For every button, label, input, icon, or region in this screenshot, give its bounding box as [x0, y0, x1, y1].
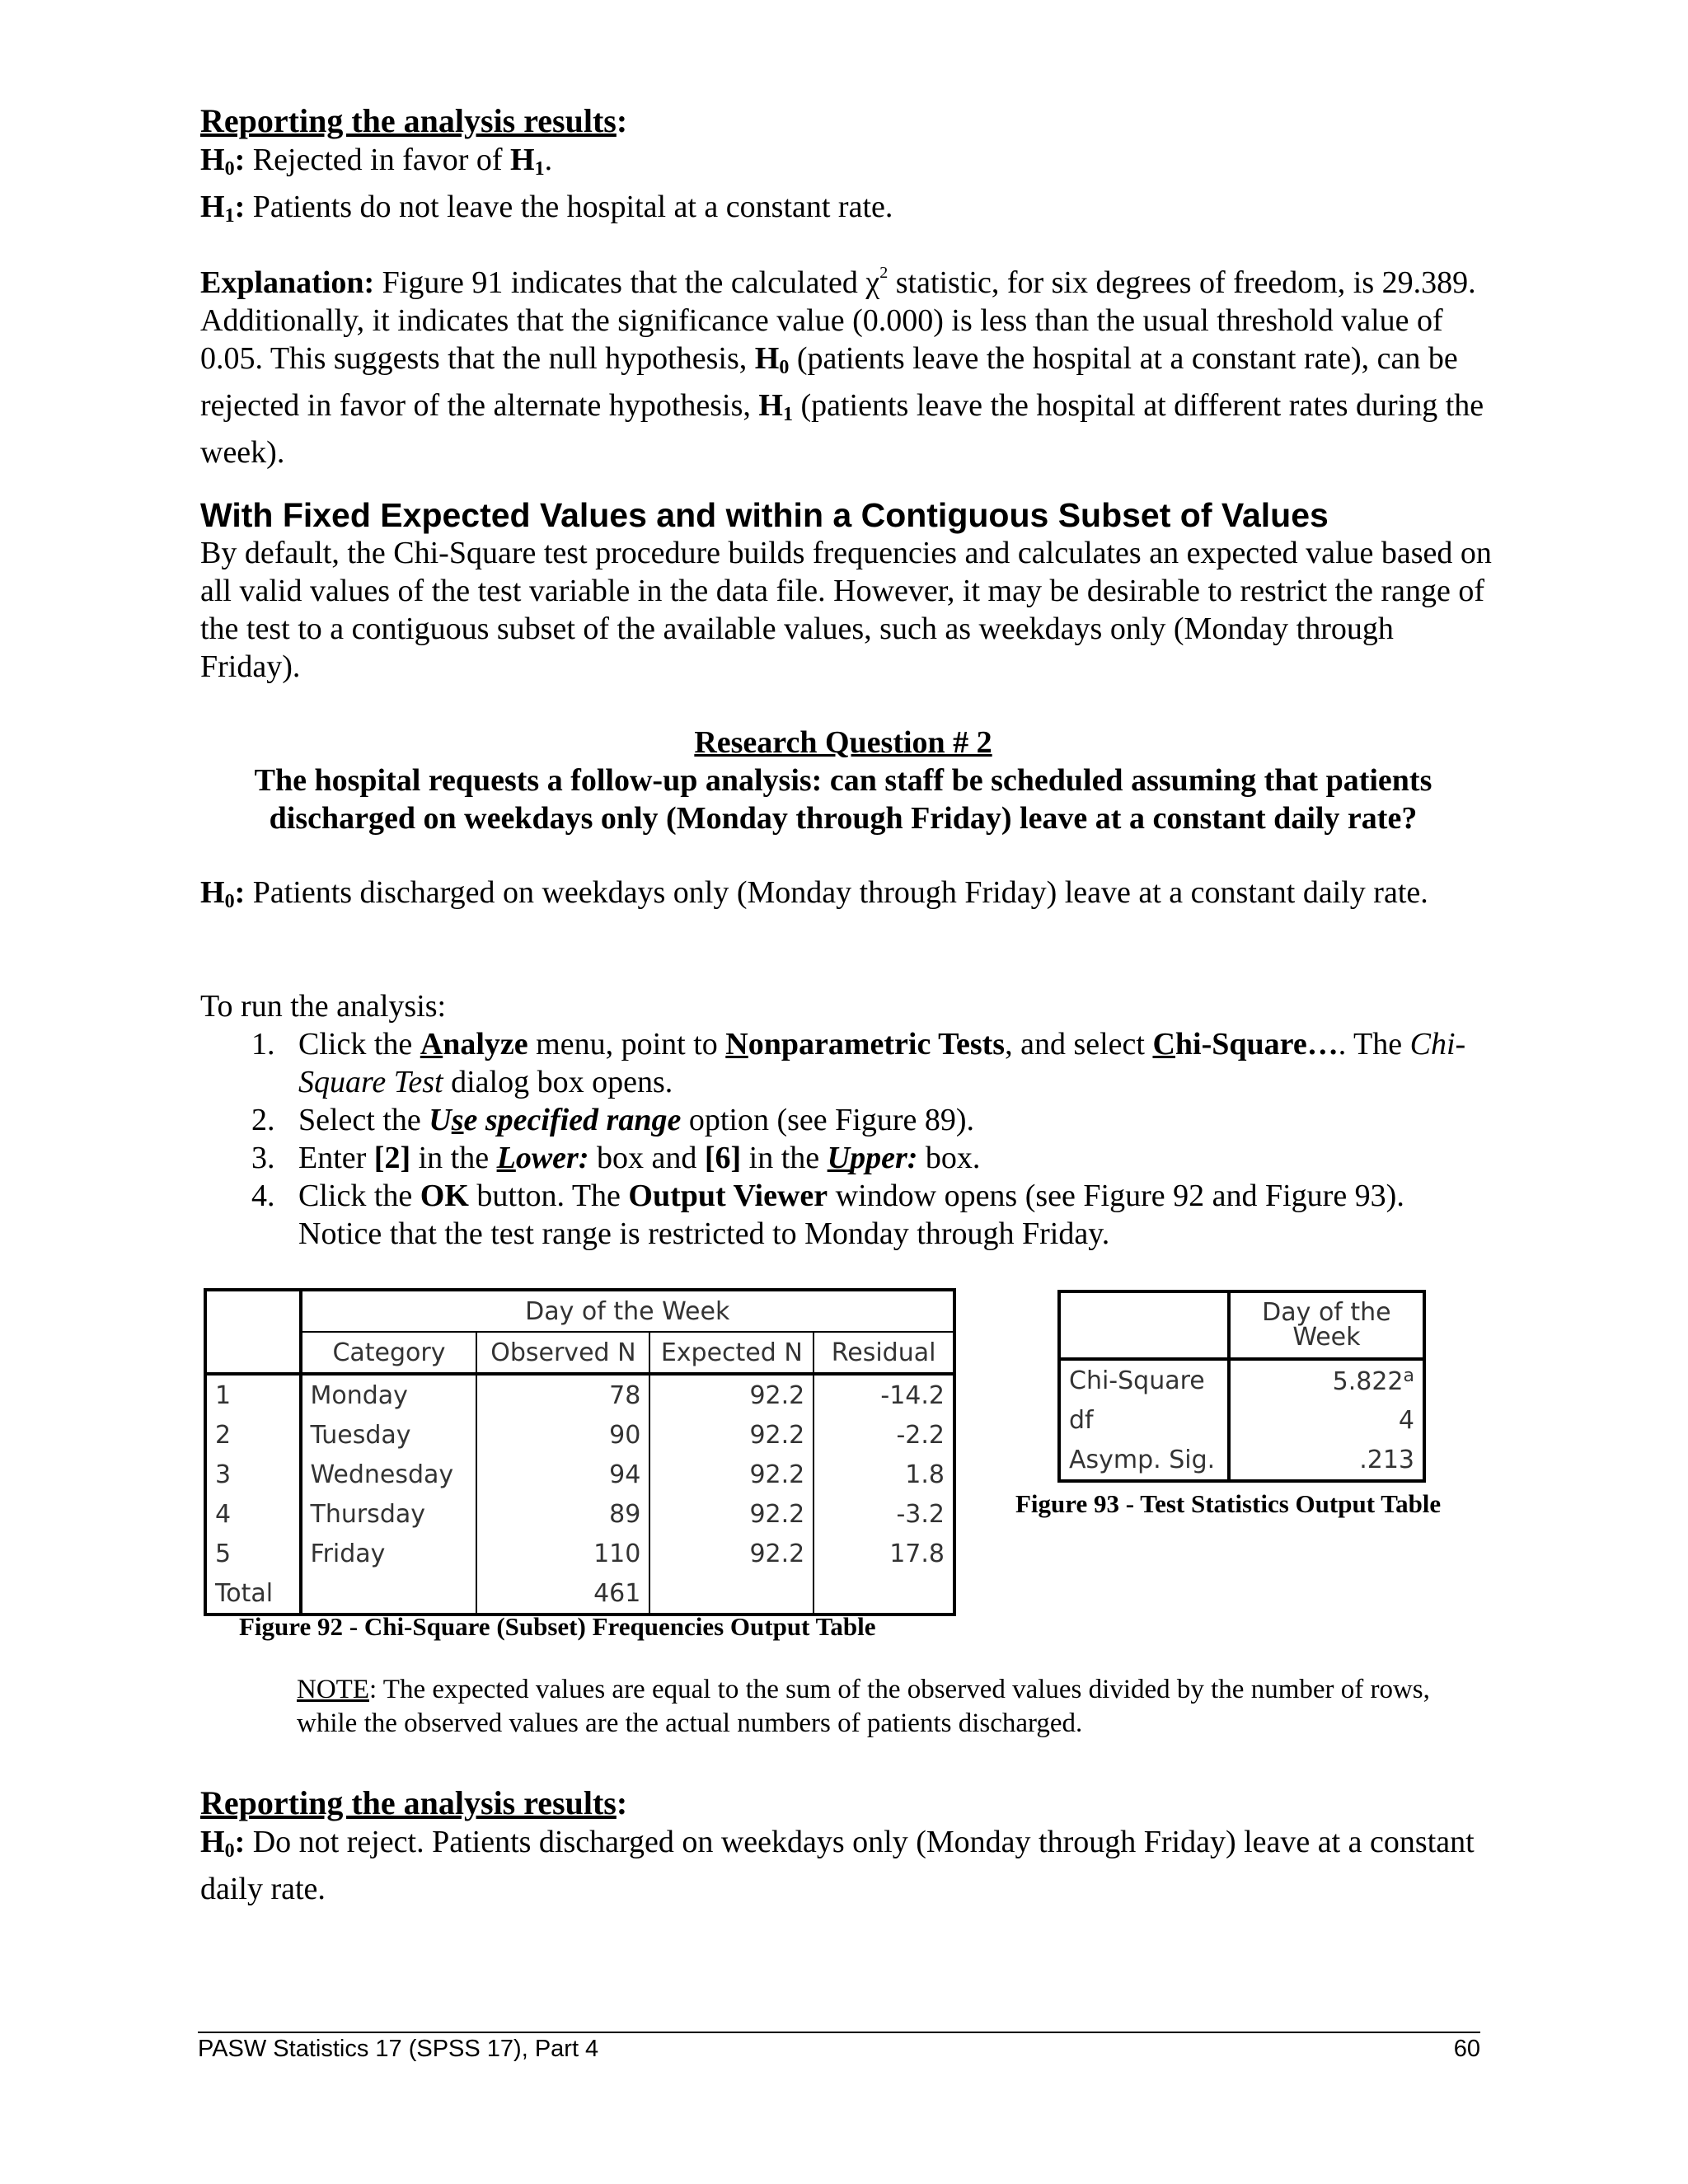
freq-total-label: Total	[205, 1573, 301, 1615]
report-section-2: Reporting the analysis results: $H_0$: Do not reject. Patients discharged on weekdays only (Monday through Friday) leave at a constant daily rate.	[200, 1783, 1486, 1908]
freq-header-expected: Expected N	[649, 1332, 814, 1374]
freq-row-residual: -3.2	[896, 1499, 945, 1529]
step-2: 2. Select the Use specified range option (see Figure 89).	[251, 1103, 974, 1137]
note-paragraph: NOTE: The expected values are equal to the sum of the observed values divided by the number of rows, while the observed values are the actual numbers of patients discharged.	[297, 1675, 1430, 1738]
report-section-1: Reporting the analysis results: $H_0$: Rejected in favor of $H_1$. $H_1$: Patients do not leave the hospital at a constant rate.	[200, 101, 1486, 235]
freq-row-expected: 92.2	[649, 1455, 814, 1494]
stat-header: Day of the Week	[1229, 1291, 1424, 1359]
freq-group-header: Day of the Week	[301, 1290, 955, 1332]
table-row	[205, 1415, 954, 1455]
table-row	[1059, 1440, 1424, 1481]
report-heading-2: Reporting the analysis results	[200, 1784, 617, 1821]
table-row	[1059, 1359, 1424, 1400]
table-row	[205, 1534, 954, 1573]
figure-92-caption: Figure 92 - Chi-Square (Subset) Frequencies Output Table	[239, 1612, 876, 1641]
report-heading-1: Reporting the analysis results	[200, 102, 617, 139]
section-heading: With Fixed Expected Values and within a Contiguous Subset of Values	[200, 496, 1329, 534]
freq-row-observed: 78	[476, 1374, 649, 1415]
hypothesis-h0: $H_0$: Patients discharged on weekdays only (Monday through Friday) leave at a constant daily rate.	[200, 875, 1428, 912]
freq-row-residual: 17.8	[889, 1539, 945, 1568]
freq-header-residual: Residual	[814, 1332, 954, 1374]
freq-row-observed: 89	[476, 1494, 649, 1534]
freq-row-expected: 92.2	[649, 1534, 814, 1573]
table-row	[205, 1455, 954, 1494]
freq-row-index: 4	[205, 1494, 301, 1534]
stat-row-value: 5.822$^a$	[1332, 1365, 1414, 1396]
freq-row-category: Monday	[301, 1374, 477, 1415]
research-question: The hospital requests a follow-up analysis: can staff be scheduled assuming that patients discharged on weekdays only (Monday through Friday) leave at a constant daily rate?	[254, 763, 1432, 836]
freq-row-index: 1	[205, 1374, 301, 1415]
footer-title: PASW Statistics 17 (SPSS 17), Part 4	[198, 2036, 599, 2062]
freq-total-observed: 461	[476, 1573, 649, 1615]
report2-h0-line: $H_0$: Do not reject. Patients discharged on weekdays only (Monday through Friday) leave at a constant daily rate.	[200, 1825, 1475, 1906]
test-statistics-table	[1057, 1290, 1426, 1483]
explanation-paragraph: Explanation: Figure 91 indicates that the calculated $\chi^2$ statistic, for six degrees of freedom, is 29.389. Additionally, it indicates that the significance value (0.000) is less than the usual threshold value of 0.05. This suggests that the null hypothesis, $H_0$ (patients leave the hospital at a constant rate), can be rejected in favor of the alternate hypothesis, $H_1$ (patients leave the hospital at different rates during the week).	[200, 264, 1484, 470]
freq-header-category: Category	[301, 1332, 477, 1374]
stat-row-label: Asymp. Sig.	[1059, 1440, 1229, 1481]
table-row-total	[205, 1573, 954, 1615]
freq-row-observed: 110	[476, 1534, 649, 1573]
research-question-block	[200, 724, 1486, 837]
stat-row-label: df	[1059, 1400, 1229, 1440]
freq-row-category: Thursday	[301, 1494, 477, 1534]
step-3: 3. Enter [2] in the Lower: box and [6] in the Upper: box.	[251, 1141, 981, 1175]
step-4: 4. Click the OK button. The Output Viewer window opens (see Figure 92 and Figure 93). Notice that the test range is restricted to Monday through Friday.	[251, 1179, 1404, 1251]
freq-row-index: 3	[205, 1455, 301, 1494]
freq-row-index: 5	[205, 1534, 301, 1573]
freq-header-observed: Observed N	[476, 1332, 649, 1374]
figure-93-caption: Figure 93 - Test Statistics Output Table	[1015, 1489, 1442, 1518]
section-paragraph: By default, the Chi-Square test procedure builds frequencies and calculates an expected value based on all valid values of the test variable in the data file. However, it may be desirable to restrict the range of the test to a contiguous subset of the available values, such as weekdays only (Monday through Friday).	[200, 536, 1492, 684]
freq-row-category: Tuesday	[301, 1415, 477, 1455]
freq-row-observed: 90	[476, 1415, 649, 1455]
freq-row-residual: 1.8	[905, 1460, 945, 1489]
step-1: 1. Click the Analyze menu, point to Nonparametric Tests, and select Chi-Square…. The Chi-Square Test dialog box opens.	[251, 1027, 1466, 1099]
stat-row-label: Chi-Square	[1059, 1359, 1229, 1400]
freq-row-residual: -14.2	[880, 1380, 945, 1410]
frequencies-table	[204, 1288, 956, 1616]
freq-row-residual: -2.2	[896, 1420, 945, 1450]
freq-row-category: Friday	[301, 1534, 477, 1573]
table-row	[205, 1494, 954, 1534]
freq-row-category: Wednesday	[301, 1455, 477, 1494]
page-number: 60	[1453, 2036, 1480, 2062]
table-row	[1059, 1400, 1424, 1440]
stat-row-value: 4	[1398, 1405, 1414, 1435]
freq-row-index: 2	[205, 1415, 301, 1455]
footer-rule	[198, 2032, 1480, 2033]
research-title: Research Question # 2	[694, 725, 992, 760]
steps-intro: To run the analysis:	[200, 989, 447, 1024]
freq-row-expected: 92.2	[649, 1374, 814, 1415]
freq-row-observed: 94	[476, 1455, 649, 1494]
freq-row-expected: 92.2	[649, 1415, 814, 1455]
report1-h1-line: $H_1$: Patients do not leave the hospital at a constant rate.	[200, 190, 893, 227]
steps-list	[200, 1025, 1494, 1253]
report1-h0-line: $H_0$: Rejected in favor of $H_1$.	[200, 143, 553, 180]
table-row	[205, 1374, 954, 1415]
stat-row-value: .213	[1359, 1445, 1414, 1474]
freq-row-expected: 92.2	[649, 1494, 814, 1534]
